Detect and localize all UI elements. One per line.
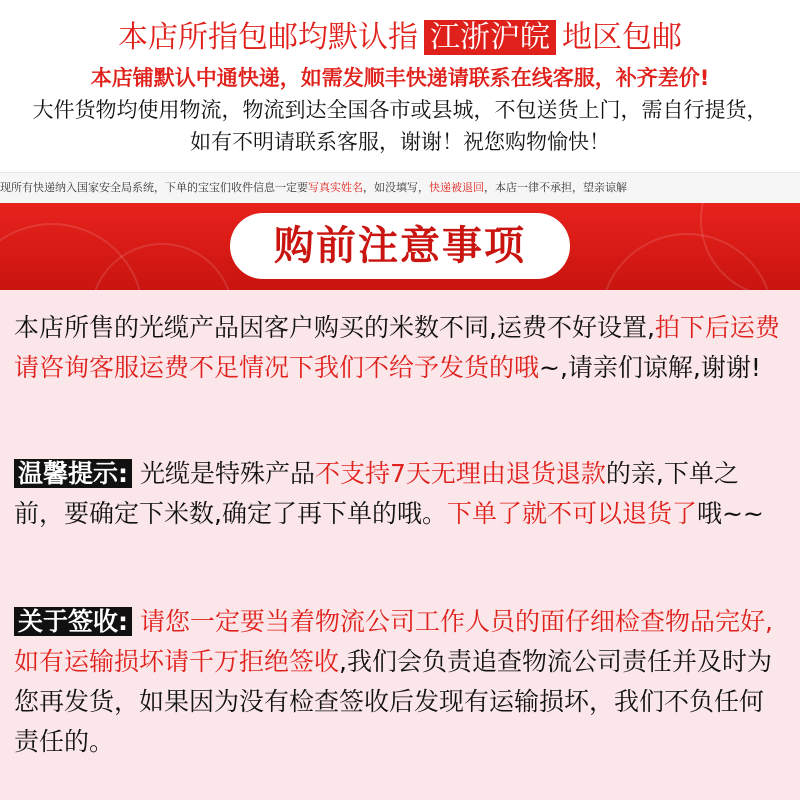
banner-title: 购前注意事项 bbox=[274, 223, 526, 269]
shipping-fee-warning: 拍下后运费请咨询客服运费不足情况下我们不给予发货的哦 bbox=[14, 313, 780, 382]
signoff-label: 关于签收: bbox=[14, 607, 132, 636]
privacy-text-5: ，本店一律不承担，望亲谅解 bbox=[484, 181, 627, 194]
free-shipping-region-badge: 江浙沪皖 bbox=[424, 20, 556, 55]
signoff-text: ,我们会负责追查物流公司责任并及时为您再发货，如果因为没有检查签收后发现有运输损坏，我们不负任何责任的。 bbox=[14, 647, 772, 756]
shipping-notice bbox=[0, 0, 800, 170]
privacy-strip bbox=[0, 172, 800, 204]
courier-notice-line: 本店铺默认中通快递，如需发顺丰快递请联系在线客服，补齐差价! bbox=[90, 66, 710, 90]
privacy-text-3: ，如没填写， bbox=[363, 181, 429, 194]
return-policy-notice bbox=[14, 454, 786, 534]
warm-tip-label: 温馨提示: bbox=[14, 459, 132, 488]
return-policy-text-3: 哦~~ bbox=[696, 499, 764, 528]
shipping-fee-text: 本店所售的光缆产品因客户购买的米数不同,运费不好设置, bbox=[14, 313, 655, 342]
notice-content bbox=[0, 290, 800, 800]
delivery-signoff-notice bbox=[14, 602, 786, 762]
privacy-text-4: 快递被退回 bbox=[429, 181, 484, 194]
title-banner bbox=[0, 203, 800, 290]
free-shipping-line bbox=[0, 12, 800, 56]
no-return-warning: 不支持7天无理由退货退款 bbox=[314, 459, 606, 488]
privacy-text-1: 现所有快递纳入国家安全局系统，下单的宝宝们收件信息一定要 bbox=[0, 181, 308, 194]
privacy-text-2: 写真实姓名 bbox=[308, 181, 363, 194]
return-policy-text-1: 光缆是特殊产品 bbox=[132, 459, 315, 488]
return-policy-text-2: 的亲,下单之前，要确定下米数,确定了再下单的哦。 bbox=[14, 459, 739, 528]
no-return-after-order: 下单了就不可以退货了 bbox=[446, 499, 697, 528]
shipping-fee-closing: ~,请亲们谅解,谢谢! bbox=[539, 353, 761, 382]
signoff-warning: 请您一定要当着物流公司工作人员的面仔细检查物品完好,如有运输损坏请千万拒绝签收 bbox=[14, 607, 773, 676]
free-shipping-text-pre: 本店所指包邮均默认指 bbox=[118, 20, 418, 55]
contact-notice-line: 如有不明请联系客服，谢谢！祝您购物愉快！ bbox=[190, 130, 610, 154]
shipping-fee-notice bbox=[14, 308, 786, 388]
logistics-notice-line: 大件货物均使用物流，物流到达全国各市或县城，不包送货上门，需自行提货， bbox=[32, 98, 768, 122]
free-shipping-text-post: 地区包邮 bbox=[562, 20, 682, 55]
